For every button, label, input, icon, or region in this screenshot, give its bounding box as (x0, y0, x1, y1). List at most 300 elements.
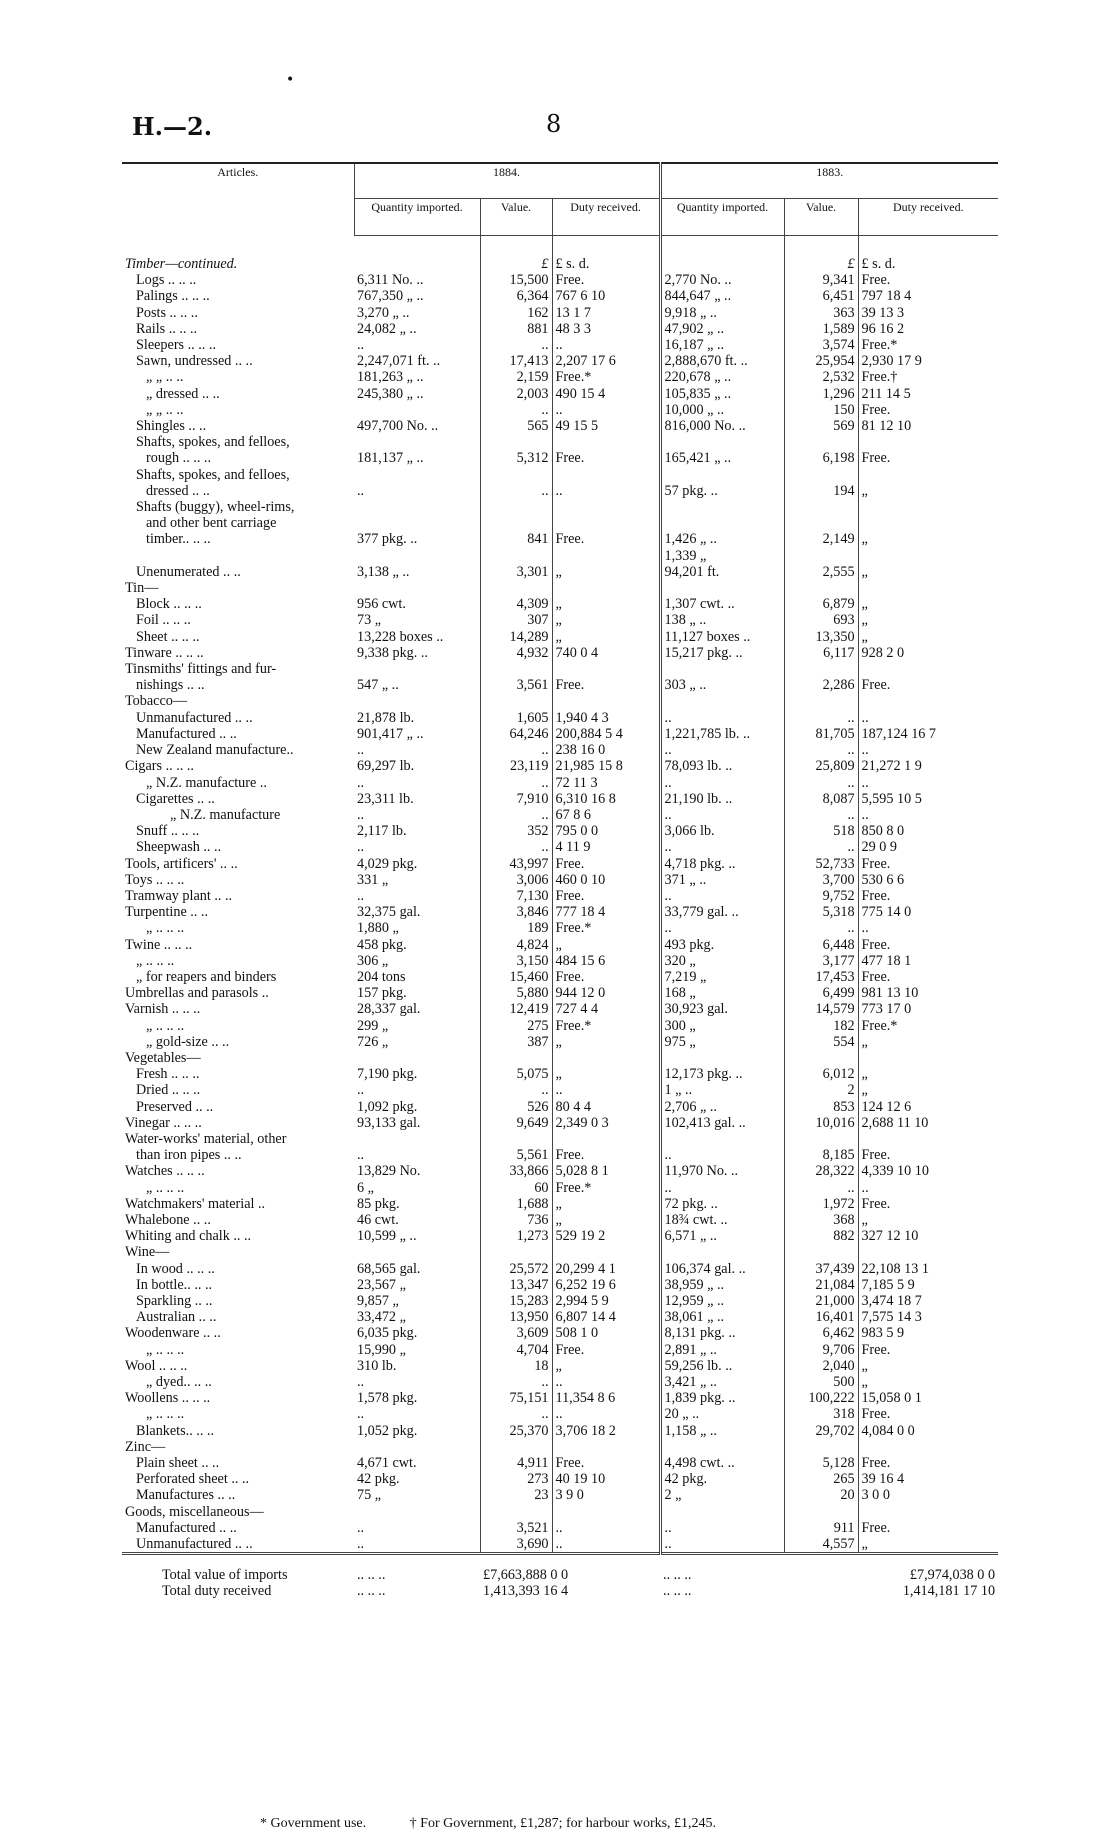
value-1883: 3,574 (784, 337, 858, 353)
leader-dots: .. .. .. (354, 1554, 480, 1584)
duty-1884 (552, 548, 660, 564)
table-row (122, 693, 998, 709)
value-1883: .. (784, 710, 858, 726)
duty-1884: „ (552, 1212, 660, 1228)
duty-1883: 2,688 11 10 (861, 1114, 929, 1131)
quantity-1883: .. (660, 839, 784, 855)
table-row (122, 337, 998, 353)
quantity-1883: 2 „ (660, 1487, 784, 1503)
quantity-1884: 2,117 lb. (354, 823, 480, 839)
quantity-1883: .. (660, 1520, 784, 1536)
quantity-1883: 1,426 „ .. (660, 531, 784, 547)
duty-1883 (858, 515, 998, 531)
quantity-1884: 956 cwt. (354, 596, 480, 612)
value-1883 (784, 1244, 858, 1260)
value-1883: 10,016 (784, 1115, 858, 1131)
duty-1883: 775 14 0 (861, 904, 912, 921)
table-body (122, 236, 998, 1554)
value-1884 (480, 580, 552, 596)
quantity-1883: .. (660, 710, 784, 726)
value-1883 (784, 515, 858, 531)
quantity-1884 (354, 580, 480, 596)
table-row (122, 1520, 998, 1536)
table-row (122, 1099, 998, 1115)
articles-header: Articles. (122, 163, 354, 236)
quantity-1883 (660, 499, 784, 515)
value-1883: 28,322 (784, 1163, 858, 1179)
table-row (122, 1358, 998, 1374)
quantity-1884: 181,263 „ .. (354, 369, 480, 385)
value-1884: 162 (480, 305, 552, 321)
quantity-1884: 28,337 gal. (354, 1001, 480, 1017)
quantity-1883: 303 „ .. (660, 677, 784, 693)
quantity-header-1883: Quantity imported. (660, 199, 784, 236)
article-name: Unmanufactured .. .. (136, 709, 253, 726)
value-1884: 9,649 (480, 1115, 552, 1131)
duty-1884: 484 15 6 (552, 953, 660, 969)
article-name: dressed .. .. (146, 482, 210, 499)
quantity-1883: 371 „ .. (660, 872, 784, 888)
article-name: Sawn, undressed .. .. (136, 353, 253, 370)
value-1883 (784, 499, 858, 515)
duty-1883 (858, 434, 998, 450)
article-name: „ .. .. .. (146, 1179, 185, 1196)
duty-1883: 81 12 10 (861, 418, 912, 435)
table-row (122, 1001, 998, 1017)
duty-1883: 797 18 4 (861, 288, 912, 305)
value-1883: 554 (784, 1034, 858, 1050)
table-row (122, 353, 998, 369)
duty-1884: .. (552, 1406, 660, 1422)
quantity-1884 (354, 1244, 480, 1260)
quantity-1883: 57 pkg. .. (660, 483, 784, 499)
value-1883: .. (784, 920, 858, 936)
article-name: Tramway plant .. .. (125, 887, 233, 904)
quantity-1883: 12,173 pkg. .. (660, 1066, 784, 1082)
quantity-1884: 32,375 gal. (354, 904, 480, 920)
quantity-1884: 85 pkg. (354, 1196, 480, 1212)
table-row (122, 920, 998, 936)
quantity-1883: 2,770 No. .. (660, 272, 784, 288)
article-name: Turpentine .. .. (125, 904, 209, 921)
value-1883: 6,462 (784, 1325, 858, 1341)
value-1884 (480, 661, 552, 677)
table-row (122, 386, 998, 402)
quantity-1884 (354, 434, 480, 450)
duty-1883: Free. (861, 450, 891, 467)
duty-1883 (858, 1131, 998, 1147)
duty-1883: Free. (861, 1195, 891, 1212)
quantity-1884: .. (354, 337, 480, 353)
table-row (122, 839, 998, 855)
currency-row (122, 256, 998, 272)
value-1883: 911 (784, 1520, 858, 1536)
table-row (122, 531, 998, 547)
duty-1883 (858, 1439, 998, 1455)
article-name: „ dyed.. .. .. (146, 1374, 212, 1391)
quantity-1883: 975 „ (660, 1034, 784, 1050)
value-1884 (480, 1244, 552, 1260)
duty-1883: 7,575 14 3 (861, 1309, 922, 1326)
quantity-1884: 9,338 pkg. .. (354, 645, 480, 661)
quantity-1883: .. (660, 1536, 784, 1554)
table-row (122, 1131, 998, 1147)
duty-1883: .. (861, 806, 869, 823)
quantity-1884: 33,472 „ (354, 1309, 480, 1325)
duty-1884: 727 4 4 (552, 1001, 660, 1017)
table-row (122, 1342, 998, 1358)
duty-1884 (552, 693, 660, 709)
article-name: Whalebone .. .. (125, 1211, 211, 1228)
value-1883: 6,198 (784, 450, 858, 466)
duty-1884: 460 0 10 (552, 872, 660, 888)
value-1883: 6,012 (784, 1066, 858, 1082)
table-row (122, 726, 998, 742)
value-1883 (784, 434, 858, 450)
value-1884: 526 (480, 1099, 552, 1115)
value-1883: 3,177 (784, 953, 858, 969)
value-1884: 2,159 (480, 369, 552, 385)
quantity-1883: 16,187 „ .. (660, 337, 784, 353)
quantity-1884: 4,671 cwt. (354, 1455, 480, 1471)
article-name: Vegetables— (125, 1049, 201, 1066)
value-1883: .. (784, 807, 858, 823)
value-1883: 368 (784, 1212, 858, 1228)
duty-1884: „ (552, 564, 660, 580)
duty-1884: 795 0 0 (552, 823, 660, 839)
duty-1884 (552, 580, 660, 596)
article-name: Varnish .. .. .. (125, 1001, 201, 1018)
ink-mark: • (286, 72, 295, 88)
duty-1883: Free. (861, 272, 891, 289)
value-header-1884: Value. (480, 199, 552, 236)
quantity-1884 (354, 1439, 480, 1455)
table-row (122, 629, 998, 645)
duty-1883: Free. (861, 1147, 891, 1164)
value-1883: 150 (784, 402, 858, 418)
value-1883: 8,087 (784, 791, 858, 807)
quantity-1884 (354, 467, 480, 483)
value-1883: 500 (784, 1374, 858, 1390)
quantity-1883: 10,000 „ .. (660, 402, 784, 418)
value-1884: 13,950 (480, 1309, 552, 1325)
quantity-1883: 21,190 lb. .. (660, 791, 784, 807)
quantity-1883: .. (660, 888, 784, 904)
duty-1883: .. (861, 709, 869, 726)
quantity-1884: 23,311 lb. (354, 791, 480, 807)
quantity-1884: 1,578 pkg. (354, 1390, 480, 1406)
table-row (122, 953, 998, 969)
value-1884: 3,561 (480, 677, 552, 693)
duty-1884: 490 15 4 (552, 386, 660, 402)
duty-1884: 6,807 14 4 (552, 1309, 660, 1325)
value-1884: 5,880 (480, 985, 552, 1001)
value-1883: 182 (784, 1018, 858, 1034)
value-1883: 265 (784, 1471, 858, 1487)
duty-1883: „ (861, 628, 868, 645)
quantity-1884: .. (354, 1147, 480, 1163)
duty-1884: 2,994 5 9 (552, 1293, 660, 1309)
value-1884 (480, 548, 552, 564)
table-row (122, 1163, 998, 1179)
quantity-1884: .. (354, 888, 480, 904)
value-1884: .. (480, 337, 552, 353)
quantity-1883: 38,959 „ .. (660, 1277, 784, 1293)
duty-1884 (552, 1439, 660, 1455)
duty-1883: 4,339 10 10 (861, 1163, 929, 1180)
value-1883: 5,128 (784, 1455, 858, 1471)
duty-1884: 944 12 0 (552, 985, 660, 1001)
quantity-1883: 78,093 lb. .. (660, 758, 784, 774)
quantity-1883: 1,158 „ .. (660, 1423, 784, 1439)
table-row (122, 596, 998, 612)
quantity-1884: 547 „ .. (354, 677, 480, 693)
quantity-1884: .. (354, 483, 480, 499)
article-name: Sleepers .. .. .. (136, 337, 216, 354)
value-1884: 14,289 (480, 629, 552, 645)
quantity-1884: 306 „ (354, 953, 480, 969)
value-1883 (784, 1050, 858, 1066)
quantity-1883: 94,201 ft. (660, 564, 784, 580)
value-1884: 75,151 (480, 1390, 552, 1406)
value-1883: 20 (784, 1487, 858, 1503)
table-totals (122, 1554, 998, 1600)
quantity-1884: 157 pkg. (354, 985, 480, 1001)
quantity-1883: 1 „ .. (660, 1082, 784, 1098)
quantity-1884: 2,247,071 ft. .. (354, 353, 480, 369)
table-row (122, 985, 998, 1001)
duty-1884: Free. (552, 969, 660, 985)
duty-1883: „ (861, 1211, 868, 1228)
quantity-1883: 72 pkg. .. (660, 1196, 784, 1212)
value-1883: .. (784, 742, 858, 758)
duty-1883: Free. (861, 677, 891, 694)
value-1883: 13,350 (784, 629, 858, 645)
value-1884: 1,605 (480, 710, 552, 726)
quantity-1883: .. (660, 775, 784, 791)
duty-1883: „ (861, 1374, 868, 1391)
table-row (122, 1487, 998, 1503)
value-1883: 2,555 (784, 564, 858, 580)
article-name: Manufactured .. .. (136, 1519, 237, 1536)
duty-1884 (552, 1131, 660, 1147)
article-name: Shingles .. .. (136, 418, 207, 435)
value-1884: 736 (480, 1212, 552, 1228)
duty-header-1883: Duty received. (858, 199, 998, 236)
duty-1883 (858, 1244, 998, 1260)
duty-1884 (552, 434, 660, 450)
value-1884: 4,704 (480, 1342, 552, 1358)
duty-1884 (552, 1504, 660, 1520)
duty-1883: 5,595 10 5 (861, 790, 922, 807)
duty-1883: Free.* (861, 337, 898, 354)
quantity-1884: 245,380 „ .. (354, 386, 480, 402)
quantity-1884: 6,035 pkg. (354, 1325, 480, 1341)
duty-1884: Free. (552, 888, 660, 904)
article-name: „ .. .. .. (146, 920, 185, 937)
table-row (122, 1374, 998, 1390)
duty-1884: Free. (552, 677, 660, 693)
duty-1883: 29 0 9 (861, 839, 897, 856)
quantity-cell (354, 256, 480, 272)
duty-1883: 981 13 10 (861, 985, 919, 1002)
value-1884 (480, 515, 552, 531)
article-name: „ .. .. .. (146, 1341, 185, 1358)
duty-1884: „ (552, 1358, 660, 1374)
value-1884 (480, 693, 552, 709)
value-1884: 18 (480, 1358, 552, 1374)
value-1884: .. (480, 742, 552, 758)
duty-1884: 5,028 8 1 (552, 1163, 660, 1179)
value-1884: 352 (480, 823, 552, 839)
article-name: „ „ .. .. (146, 401, 184, 418)
quantity-1883: 3,421 „ .. (660, 1374, 784, 1390)
duty-1883: „ (861, 1033, 868, 1050)
value-1883: 9,706 (784, 1342, 858, 1358)
duty-1883: 124 12 6 (861, 1098, 912, 1115)
duty-1884: „ (552, 629, 660, 645)
table-row (122, 823, 998, 839)
table-row (122, 1082, 998, 1098)
quantity-1883: 106,374 gal. .. (660, 1261, 784, 1277)
article-name: Tools, artificers' .. .. (125, 855, 238, 872)
value-1884: 4,824 (480, 937, 552, 953)
article-name: Shafts, spokes, and felloes, (136, 434, 290, 451)
article-name: New Zealand manufacture.. (136, 742, 294, 759)
table-row (122, 1228, 998, 1244)
quantity-1883: 6,571 „ .. (660, 1228, 784, 1244)
article-name: nishings .. .. (136, 677, 205, 694)
table-row (122, 564, 998, 580)
duty-1883: „ (861, 612, 868, 629)
value-1883: 9,752 (784, 888, 858, 904)
article-name: timber.. .. .. (146, 531, 211, 548)
quantity-1884: 1,052 pkg. (354, 1423, 480, 1439)
duty-1884: 4 11 9 (552, 839, 660, 855)
article-name: In bottle.. .. .. (136, 1276, 213, 1293)
table-row (122, 1423, 998, 1439)
quantity-cell (660, 256, 784, 272)
total-imports-1883: £7,974,038 0 0 (784, 1554, 998, 1584)
table-row (122, 369, 998, 385)
quantity-1883: 4,498 cwt. .. (660, 1455, 784, 1471)
quantity-1884: 13,829 No. (354, 1163, 480, 1179)
article-name: Tin— (125, 580, 159, 597)
duty-1883: 7,185 5 9 (861, 1276, 915, 1293)
quantity-1884: 1,880 „ (354, 920, 480, 936)
quantity-1884: 21,878 lb. (354, 710, 480, 726)
article-name: Manufactured .. .. (136, 725, 237, 742)
imports-table (122, 162, 998, 1600)
duty-1883: „ (861, 482, 868, 499)
table-row (122, 758, 998, 774)
value-1884: 1,273 (480, 1228, 552, 1244)
article-name: Snuff .. .. .. (136, 823, 200, 840)
page-number: 8 (546, 110, 562, 138)
duty-1884: 67 8 6 (552, 807, 660, 823)
duty-1883: 187,124 16 7 (861, 725, 937, 742)
quantity-1883: 12,959 „ .. (660, 1293, 784, 1309)
duty-1883: Free. (861, 968, 891, 985)
quantity-1884: 68,565 gal. (354, 1261, 480, 1277)
duty-1883: „ (861, 1082, 868, 1099)
value-1884: 3,846 (480, 904, 552, 920)
article-name: Shafts (buggy), wheel-rims, (136, 499, 295, 516)
quantity-1883: 138 „ .. (660, 612, 784, 628)
table-row (122, 499, 998, 515)
article-name: Sheet .. .. .. (136, 628, 200, 645)
value-1884 (480, 1439, 552, 1455)
quantity-1883: .. (660, 1180, 784, 1196)
duty-1884: „ (552, 612, 660, 628)
quantity-1884: 24,082 „ .. (354, 321, 480, 337)
article-name: „ „ .. .. (146, 369, 184, 386)
year-1884-header: 1884. (354, 163, 660, 199)
quantity-1884: .. (354, 742, 480, 758)
quantity-1883: 2,888,670 ft. .. (660, 353, 784, 369)
duty-1884: .. (552, 1520, 660, 1536)
table-row (122, 856, 998, 872)
duty-1883: Free. (861, 1455, 891, 1472)
quantity-1884 (354, 1050, 480, 1066)
duty-1883 (858, 580, 998, 596)
value-1884: 13,347 (480, 1277, 552, 1293)
table-row (122, 1066, 998, 1082)
article-name: Whiting and chalk .. .. (125, 1228, 252, 1245)
quantity-1884: 75 „ (354, 1487, 480, 1503)
value-1884: 1,688 (480, 1196, 552, 1212)
value-1884: 3,301 (480, 564, 552, 580)
article-name: Water-works' material, other (125, 1130, 287, 1147)
duty-1883: „ (861, 1066, 868, 1083)
value-1883: 6,448 (784, 937, 858, 953)
value-1883: 693 (784, 612, 858, 628)
table-row (122, 1034, 998, 1050)
duty-1884: 777 18 4 (552, 904, 660, 920)
quantity-1883 (660, 515, 784, 531)
value-1884: .. (480, 1082, 552, 1098)
page-identifier: H.—2. (132, 112, 213, 141)
quantity-1883: 320 „ (660, 953, 784, 969)
quantity-1884: 1,092 pkg. (354, 1099, 480, 1115)
quantity-1884: 6 „ (354, 1180, 480, 1196)
quantity-1884: .. (354, 839, 480, 855)
article-name: „ gold-size .. .. (146, 1033, 230, 1050)
value-1883: 100,222 (784, 1390, 858, 1406)
article-name: Cigarettes .. .. (136, 790, 215, 807)
quantity-1883 (660, 1504, 784, 1520)
value-1884: 3,690 (480, 1536, 552, 1554)
duty-1883 (858, 1050, 998, 1066)
quantity-1884: 901,417 „ .. (354, 726, 480, 742)
article-name: Sparkling .. .. (136, 1293, 213, 1309)
duty-1884: Free.* (552, 1018, 660, 1034)
quantity-1883 (660, 1131, 784, 1147)
duty-1884: .. (552, 1374, 660, 1390)
duty-1884: 21,985 15 8 (552, 758, 660, 774)
value-1883: 363 (784, 305, 858, 321)
value-1883: 1,972 (784, 1196, 858, 1212)
table-row (122, 1293, 998, 1309)
value-1884: 273 (480, 1471, 552, 1487)
duty-1883: 21,272 1 9 (861, 758, 922, 775)
quantity-1883: 33,779 gal. .. (660, 904, 784, 920)
value-1883 (784, 467, 858, 483)
total-duty-1884: 1,413,393 16 4 (483, 1583, 569, 1600)
duty-1883: 477 18 1 (861, 952, 912, 969)
value-1884: 3,521 (480, 1520, 552, 1536)
quantity-1884: 3,138 „ .. (354, 564, 480, 580)
